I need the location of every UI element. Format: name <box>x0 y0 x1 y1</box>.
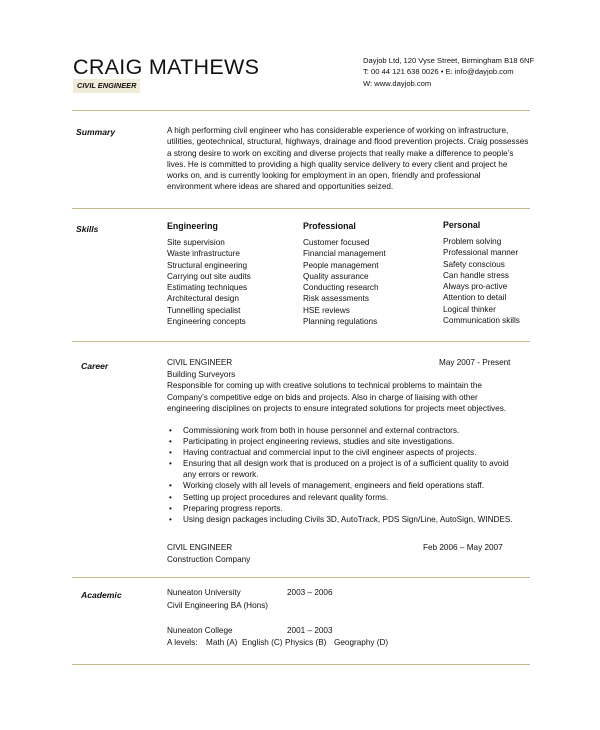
list-item: • Ensuring that all design work that is produced on a project is of a sufficient quality to avoid <box>167 458 513 469</box>
subject-grade: Physics (B) <box>285 638 327 647</box>
skill-item: Professional manner <box>443 248 519 258</box>
course-name: Civil Engineering BA (Hons) <box>167 601 269 610</box>
skill-item: Problem solving <box>443 237 502 246</box>
school-name: Nuneaton College <box>167 626 233 635</box>
skill-item: Site supervision <box>167 238 225 247</box>
skill-item: Financial management <box>303 249 386 259</box>
job-description-line: engineering disciplines on projects to ensure integrated solutions for projects meet objectives. <box>167 403 507 413</box>
skills-heading: Professional <box>303 221 356 231</box>
summary-line: A high performing civil engineer who has considerable experience of working on infrastructure, <box>167 126 509 135</box>
skill-item: Risk assessments <box>303 294 369 304</box>
skill-item: Safety conscious <box>443 259 505 269</box>
subject-grade: Math (A) <box>206 638 238 647</box>
skill-item: Planning regulations <box>303 317 378 327</box>
school-name: Nuneaton University <box>167 588 241 597</box>
skill-item: Logical thinker <box>443 304 496 314</box>
section-divider <box>72 341 530 342</box>
section-divider <box>72 664 530 665</box>
skill-item: Carrying out site audits <box>167 271 251 281</box>
company-name: Construction Company <box>167 555 251 564</box>
job-description-line: Company’s competitive edge on bids and projects. Also in charge of liaising with other <box>167 392 478 402</box>
summary-line: works on, and is currently looking for employment in an open, friendly and professional <box>167 171 481 181</box>
section-divider <box>72 577 530 578</box>
job-dates: Feb 2006 – May 2007 <box>423 543 503 552</box>
skills-column-engineering <box>167 221 251 327</box>
skill-item: Engineering concepts <box>167 317 246 327</box>
job-duties-list <box>167 425 513 525</box>
list-item: • Commissioning work from both in house personnel and external contractors. <box>167 425 513 436</box>
skill-item: Structural engineering <box>167 260 248 270</box>
skill-item: Can handle stress <box>443 270 509 280</box>
list-item: • Preparing progress reports. <box>167 503 513 514</box>
summary-line: environment where ideas are shared and opportunities seized. <box>167 182 394 192</box>
a-levels-label: A levels: <box>167 638 198 647</box>
list-item: • Having contractual and commercial input to the civil engineer aspects of projects. <box>167 447 513 458</box>
company-name: Building Surveyors <box>167 370 236 379</box>
skill-item: Quality assurance <box>303 271 369 281</box>
section-divider <box>72 110 530 111</box>
list-item: any errors or rework. <box>183 470 259 480</box>
section-label-academic: Academic <box>81 590 122 600</box>
section-label-career: Career <box>81 361 109 371</box>
contact-phone-email: T: 00 44 121 638 0026 • E: info@dayjob.com <box>363 67 514 76</box>
school-years: 2001 – 2003 <box>287 626 333 635</box>
section-label-summary: Summary <box>76 127 116 137</box>
skills-heading: Personal <box>443 220 481 230</box>
skill-item: HSE reviews <box>303 305 350 315</box>
summary-line: lives. He is committed to providing a high quality service delivery to every client and project he <box>167 159 508 169</box>
contact-address: Dayjob Ltd, 120 Vyse Street, Birmingham B18 6NF <box>363 56 535 65</box>
summary-line: a strong desire to work on exciting and diverse projects that really make a difference to people’s <box>167 148 514 158</box>
job-title: CIVIL ENGINEER <box>167 358 233 367</box>
skills-heading: Engineering <box>167 221 218 231</box>
skill-item: Communication skills <box>443 316 520 326</box>
job-description-line: Responsible for coming up with creative solutions to technical problems to maintain the <box>167 381 482 391</box>
school-years: 2003 – 2006 <box>287 588 333 597</box>
skills-column-personal <box>443 220 520 326</box>
list-item: • Setting up project procedures and relevant quality forms. <box>167 492 513 503</box>
skill-item: Tunnelling specialist <box>167 305 241 315</box>
skill-item: Attention to detail <box>443 293 507 303</box>
skills-column-professional <box>303 221 386 327</box>
skill-item: Estimating techniques <box>167 283 248 293</box>
job-title-badge: CIVIL ENGINEER <box>73 79 140 93</box>
list-item: • Participating in project engineering reviews, studies and site investigations. <box>167 436 513 447</box>
skill-item: Waste infrastructure <box>167 249 240 259</box>
contact-website: W: www.dayjob.com <box>363 79 432 88</box>
skill-item: Conducting research <box>303 283 379 293</box>
section-divider <box>72 208 530 209</box>
skill-item: Customer focused <box>303 238 370 247</box>
subject-grade: Geography (D) <box>334 638 389 647</box>
skill-item: Always pro-active <box>443 282 508 292</box>
subject-grade: English (C) <box>242 638 283 647</box>
summary-line: utilities, geotechnical, structural, highways, drainage and flood prevention projects. Craig possesses <box>167 137 529 147</box>
candidate-name: CRAIG MATHEWS <box>73 55 260 79</box>
job-title: CIVIL ENGINEER <box>167 543 233 552</box>
skill-item: People management <box>303 260 379 270</box>
list-item: • Working closely with all levels of management, engineers and field operations staff. <box>167 480 513 491</box>
job-dates: May 2007 - Present <box>439 358 511 367</box>
section-label-skills: Skills <box>76 224 99 234</box>
job-details <box>167 369 506 414</box>
list-item: • Using design packages including Civils 3D, AutoTrack, PDS Sign/Line, AutoSign, WINDES. <box>167 514 513 525</box>
summary-text <box>167 125 528 193</box>
skill-item: Architectural design <box>167 294 239 304</box>
